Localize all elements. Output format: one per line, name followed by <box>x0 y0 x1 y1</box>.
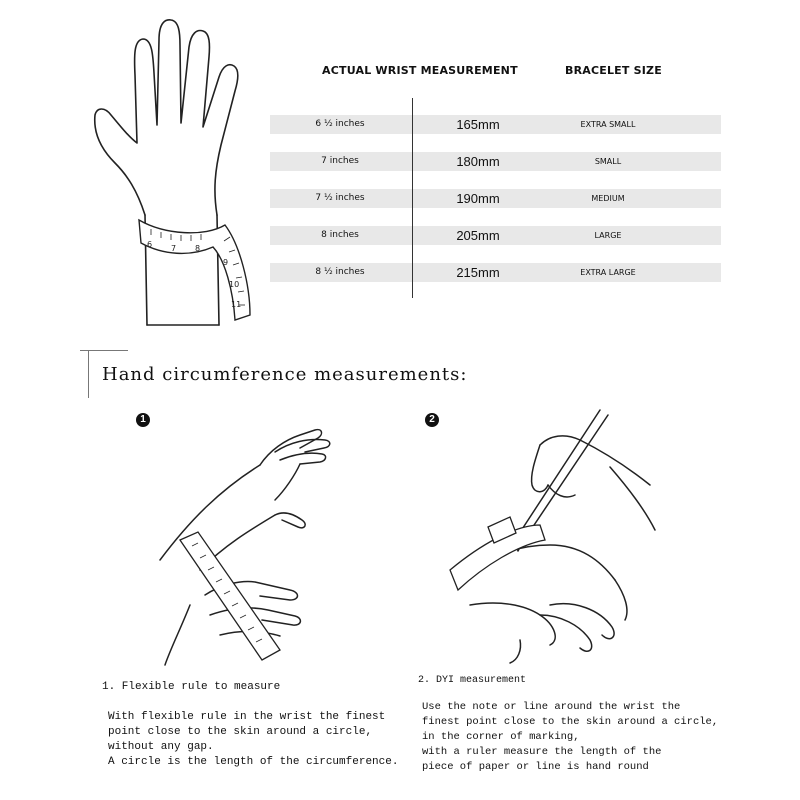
step-1-title: 1. Flexible rule to measure <box>102 681 281 693</box>
size-cell: EXTRA LARGE <box>580 268 636 277</box>
hand-measuring-illustration <box>85 15 265 335</box>
step-2-title: 2. DYI measurement <box>418 675 527 686</box>
inches-cell: 7 inches <box>321 156 359 166</box>
step-1-illustration <box>150 420 370 670</box>
inches-cell: 6 ½ inches <box>315 119 365 129</box>
step-1-badge <box>136 413 150 427</box>
size-row <box>270 152 721 171</box>
step-2-line: Use the note or line around the wrist the <box>422 701 681 713</box>
size-cell: SMALL <box>594 157 622 166</box>
step-2-line: with a ruler measure the length of the <box>422 746 662 758</box>
column-header-bracelet: BRACELET SIZE <box>565 64 662 77</box>
mm-cell: 205mm <box>456 228 500 243</box>
mm-cell: 190mm <box>456 191 500 206</box>
column-header-wrist: ACTUAL WRIST MEASUREMENT <box>322 64 518 77</box>
tape-number: 6 <box>147 240 153 249</box>
mm-cell: 215mm <box>456 265 500 280</box>
tape-number: 7 <box>171 244 177 253</box>
tape-number: 11 <box>231 300 242 309</box>
tape-number: 10 <box>229 280 240 289</box>
inches-cell: 8 inches <box>321 230 359 240</box>
step-1-line: With flexible rule in the wrist the finest <box>108 711 386 723</box>
tape-number: 9 <box>223 258 229 267</box>
table-divider <box>412 98 413 298</box>
section-title: Hand circumference measurements: <box>102 364 468 385</box>
step-2-illustration <box>440 405 670 670</box>
size-row <box>270 226 721 245</box>
step-1-line: A circle is the length of the circumference. <box>108 756 399 768</box>
step-2-line: piece of paper or line is hand round <box>422 761 649 773</box>
mm-cell: 165mm <box>456 117 500 132</box>
size-row <box>270 115 721 134</box>
step-2-line: finest point close to the skin around a circle, <box>422 716 719 728</box>
size-cell: LARGE <box>594 231 622 240</box>
step-1-line: point close to the skin around a circle, <box>108 726 373 738</box>
step-2-description <box>422 700 718 775</box>
section-title-bracket-vertical <box>88 350 89 398</box>
step-2-badge <box>425 413 439 427</box>
size-cell: EXTRA SMALL <box>580 120 636 129</box>
step-2-badge-number: 2 <box>429 414 435 425</box>
step-1-description <box>108 710 398 770</box>
mm-cell: 180mm <box>456 154 500 169</box>
inches-cell: 7 ½ inches <box>315 193 365 203</box>
size-row <box>270 189 721 208</box>
tape-number: 8 <box>195 244 201 253</box>
inches-cell: 8 ½ inches <box>315 267 365 277</box>
step-1-line: without any gap. <box>108 741 214 753</box>
size-cell: MEDIUM <box>591 194 625 203</box>
step-1-badge-number: 1 <box>140 414 146 425</box>
size-row <box>270 263 721 282</box>
step-2-line: in the corner of marking, <box>422 731 580 743</box>
